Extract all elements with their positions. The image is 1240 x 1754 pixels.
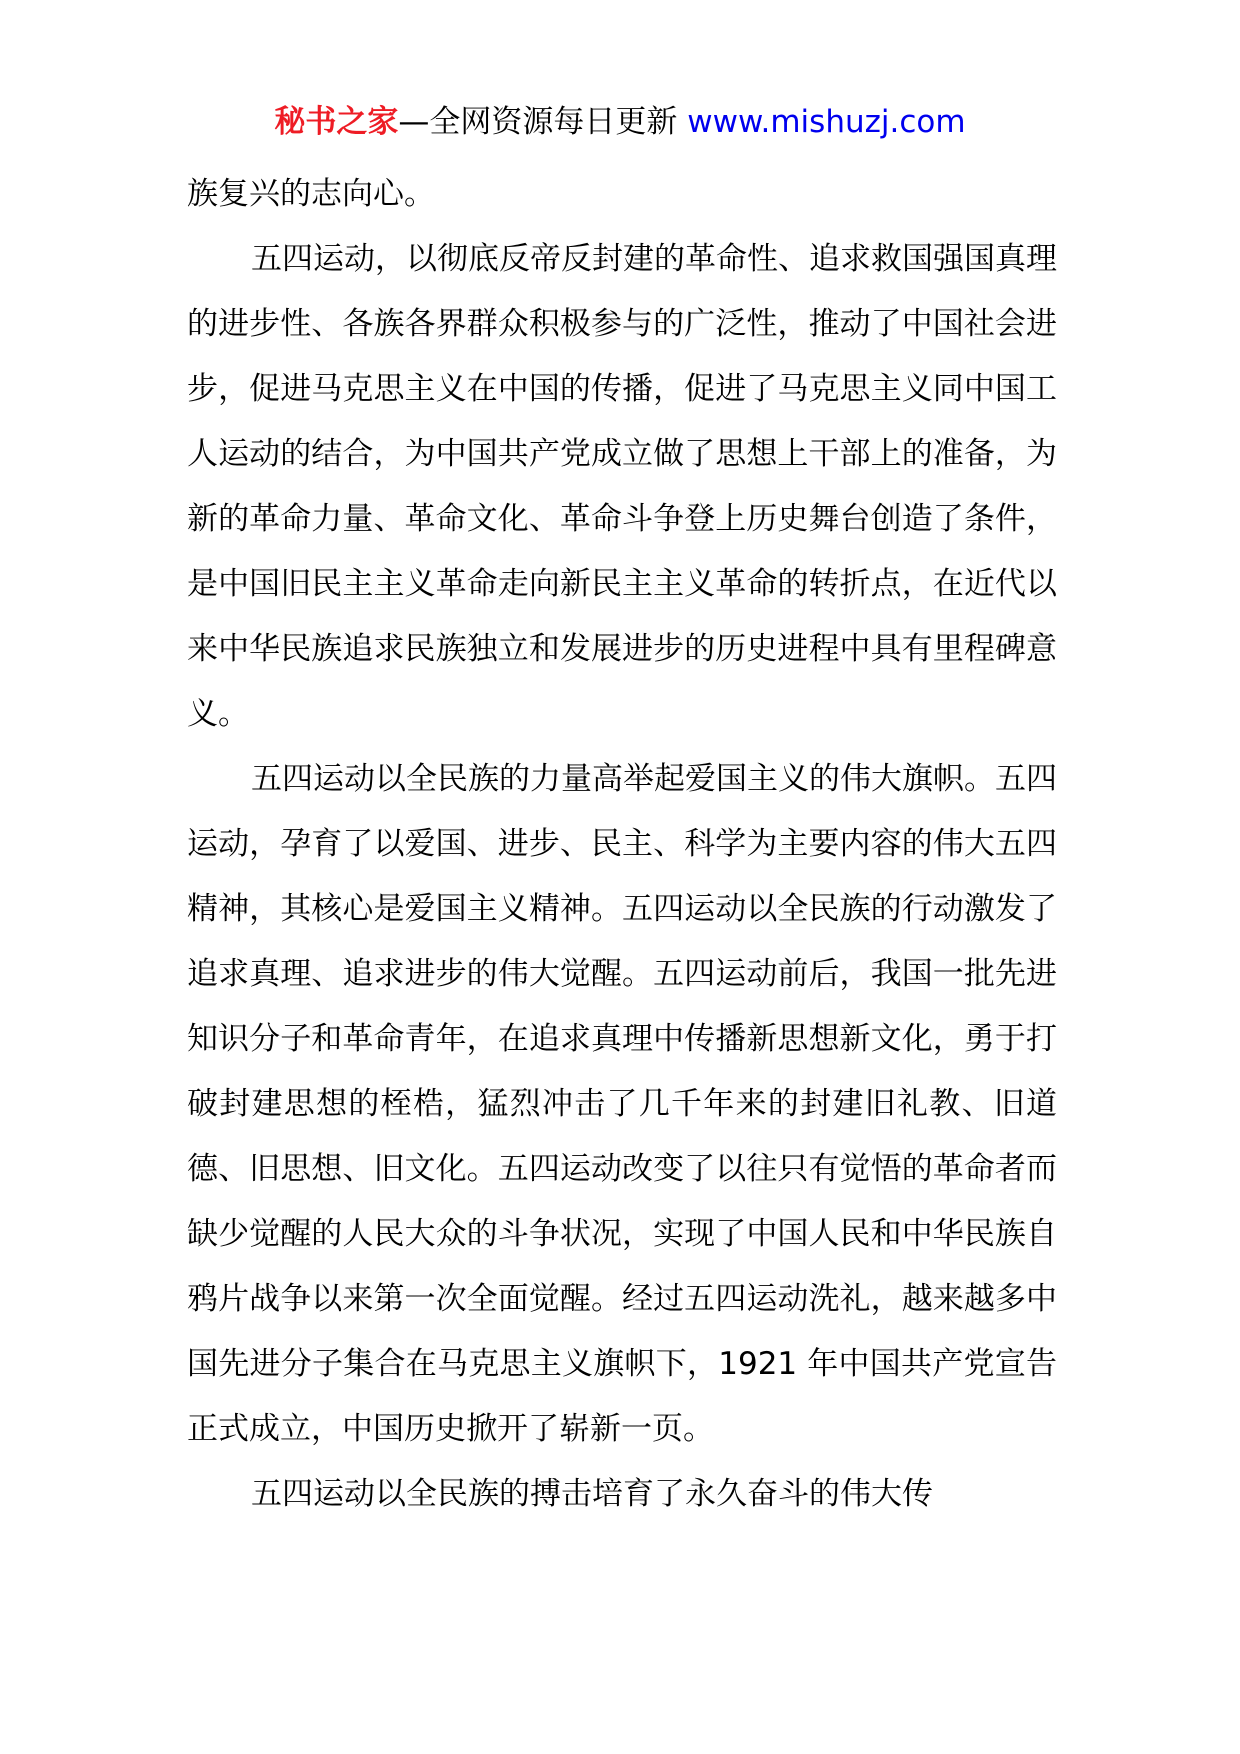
paragraph: 五四运动，以彻底反帝反封建的革命性、追求救国强国真理的进步性、各族各界群众积极参与的广泛性，推动了中国社会进步，促进马克思主义在中国的传播，促进了马克思主义同中国工人运动的结合，为中国共产党成立做了思想上干部上的准备，为新的革命力量、革命文化、革命斗争登上历史舞台创造了条件，是中国旧民主主义革命走向新民主主义革命的转折点，在近代以来中华民族追求民族独立和发展进步的历史进程中具有里程碑意义。 <box>187 241 1057 732</box>
paragraph-continuation: 族复兴的志向心。 <box>187 176 435 212</box>
page-header <box>0 100 1240 144</box>
brand-name: 秘书之家 <box>274 104 399 140</box>
site-url-link[interactable]: www.mishuzj.com <box>687 104 966 140</box>
document-body <box>187 162 1057 1527</box>
paragraph: 五四运动以全民族的力量高举起爱国主义的伟大旗帜。五四运动，孕育了以爱国、进步、民主、科学为主要内容的伟大五四精神，其核心是爱国主义精神。五四运动以全民族的行动激发了追求真理、追求进步的伟大觉醒。五四运动前后，我国一批先进知识分子和革命青年，在追求真理中传播新思想新文化，勇于打破封建思想的桎梏，猛烈冲击了几千年来的封建旧礼教、旧道德、旧思想、旧文化。五四运动改变了以往只有觉悟的革命者而缺少觉醒的人民大众的斗争状况，实现了中国人民和中华民族自鸦片战争以来第一次全面觉醒。经过五四运动洗礼，越来越多中国先进分子集合在马克思主义旗帜下，1921 年中国共产党宣告正式成立，中国历史掀开了崭新一页。 <box>187 761 1057 1447</box>
paragraph: 五四运动以全民族的搏击培育了永久奋斗的伟大传 <box>251 1476 933 1512</box>
header-tagline: —全网资源每日更新 <box>398 104 688 140</box>
